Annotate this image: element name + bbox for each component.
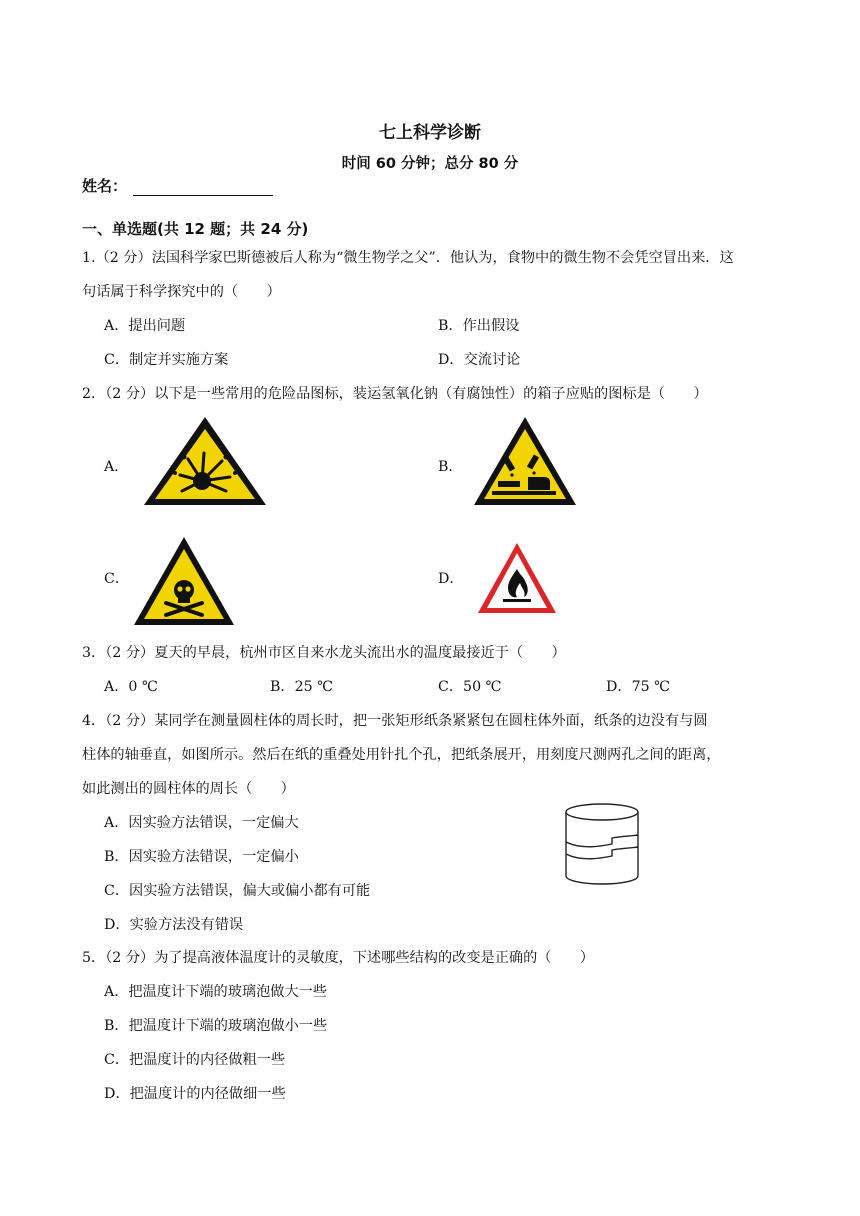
question-1-option-c: C．制定并实施方案 [104, 352, 229, 368]
question-3-option-b: B．25 ℃ [270, 679, 334, 695]
section-title: 一、单选题(共 12 题；共 24 分) [82, 220, 309, 238]
name-label: 姓名： [82, 177, 128, 195]
question-4-option-c: C．因实验方法错误，偏大或偏小都有可能 [104, 883, 371, 899]
flammable-warning-icon [476, 541, 558, 615]
question-4-option-a: A．因实验方法错误，一定偏大 [104, 815, 299, 831]
question-3-line-1: 3．（2 分）夏天的早晨，杭州市区自来水龙头流出水的温度最接近于（ ） [82, 645, 566, 661]
question-1-option-a: A．提出问题 [104, 318, 186, 334]
name-blank-line [133, 181, 273, 196]
question-4-line-1: 4．（2 分）某同学在测量圆柱体的周长时，把一张矩形纸条紧紧包在圆柱体外面，纸条的边没有与圆 [82, 713, 708, 729]
question-2-line-1: 2．（2 分）以下是一些常用的危险品图标，装运氢氧化钠（有腐蚀性）的箱子应贴的图标是（ ） [82, 386, 708, 402]
question-4-line-3: 如此测出的圆柱体的周长（ ） [82, 781, 295, 797]
question-1-option-b: B．作出假设 [438, 318, 520, 334]
question-3-option-d: D．75 ℃ [606, 679, 670, 695]
question-2-option-a: A． [104, 459, 129, 475]
question-4-option-d: D．实验方法没有错误 [104, 917, 244, 933]
toxic-warning-icon [132, 535, 236, 627]
question-5-option-a: A．把温度计下端的玻璃泡做大一些 [104, 984, 328, 1000]
name-row [82, 175, 273, 196]
page-title: 七上科学诊断 [379, 123, 481, 143]
question-4-option-b: B．因实验方法错误，一定偏小 [104, 849, 299, 865]
question-5-line-1: 5．（2 分）为了提高液体温度计的灵敏度，下述哪些结构的改变是正确的（ ） [82, 950, 595, 966]
question-4-line-2: 柱体的轴垂直，如图所示。然后在纸的重叠处用针扎个孔，把纸条展开，用刻度尺测两孔之间的距离， [82, 747, 721, 763]
question-1-line-1: 1.（2 分）法国科学家巴斯德被后人称为“微生物学之父”．他认为，食物中的微生物不会凭空冒出来．这 [82, 250, 734, 266]
question-5-option-c: C．把温度计的内径做粗一些 [104, 1052, 286, 1068]
question-2-option-c: C． [104, 571, 130, 587]
question-1-option-d: D．交流讨论 [438, 352, 521, 368]
question-5-option-d: D．把温度计的内径做细一些 [104, 1086, 286, 1102]
question-5-option-b: B．把温度计下端的玻璃泡做小一些 [104, 1018, 328, 1034]
cylinder-figure [562, 802, 642, 886]
question-2-option-b: B． [438, 459, 463, 475]
explosive-warning-icon [142, 415, 268, 507]
question-3-option-a: A．0 ℃ [104, 679, 158, 695]
question-1-line-2: 句话属于科学探究中的（ ） [82, 284, 281, 300]
question-2-option-d: D． [438, 571, 464, 587]
exam-subtitle: 时间 60 分钟；总分 80 分 [341, 156, 519, 172]
corrosive-warning-icon [472, 415, 578, 507]
question-3-option-c: C．50 ℃ [438, 679, 502, 695]
